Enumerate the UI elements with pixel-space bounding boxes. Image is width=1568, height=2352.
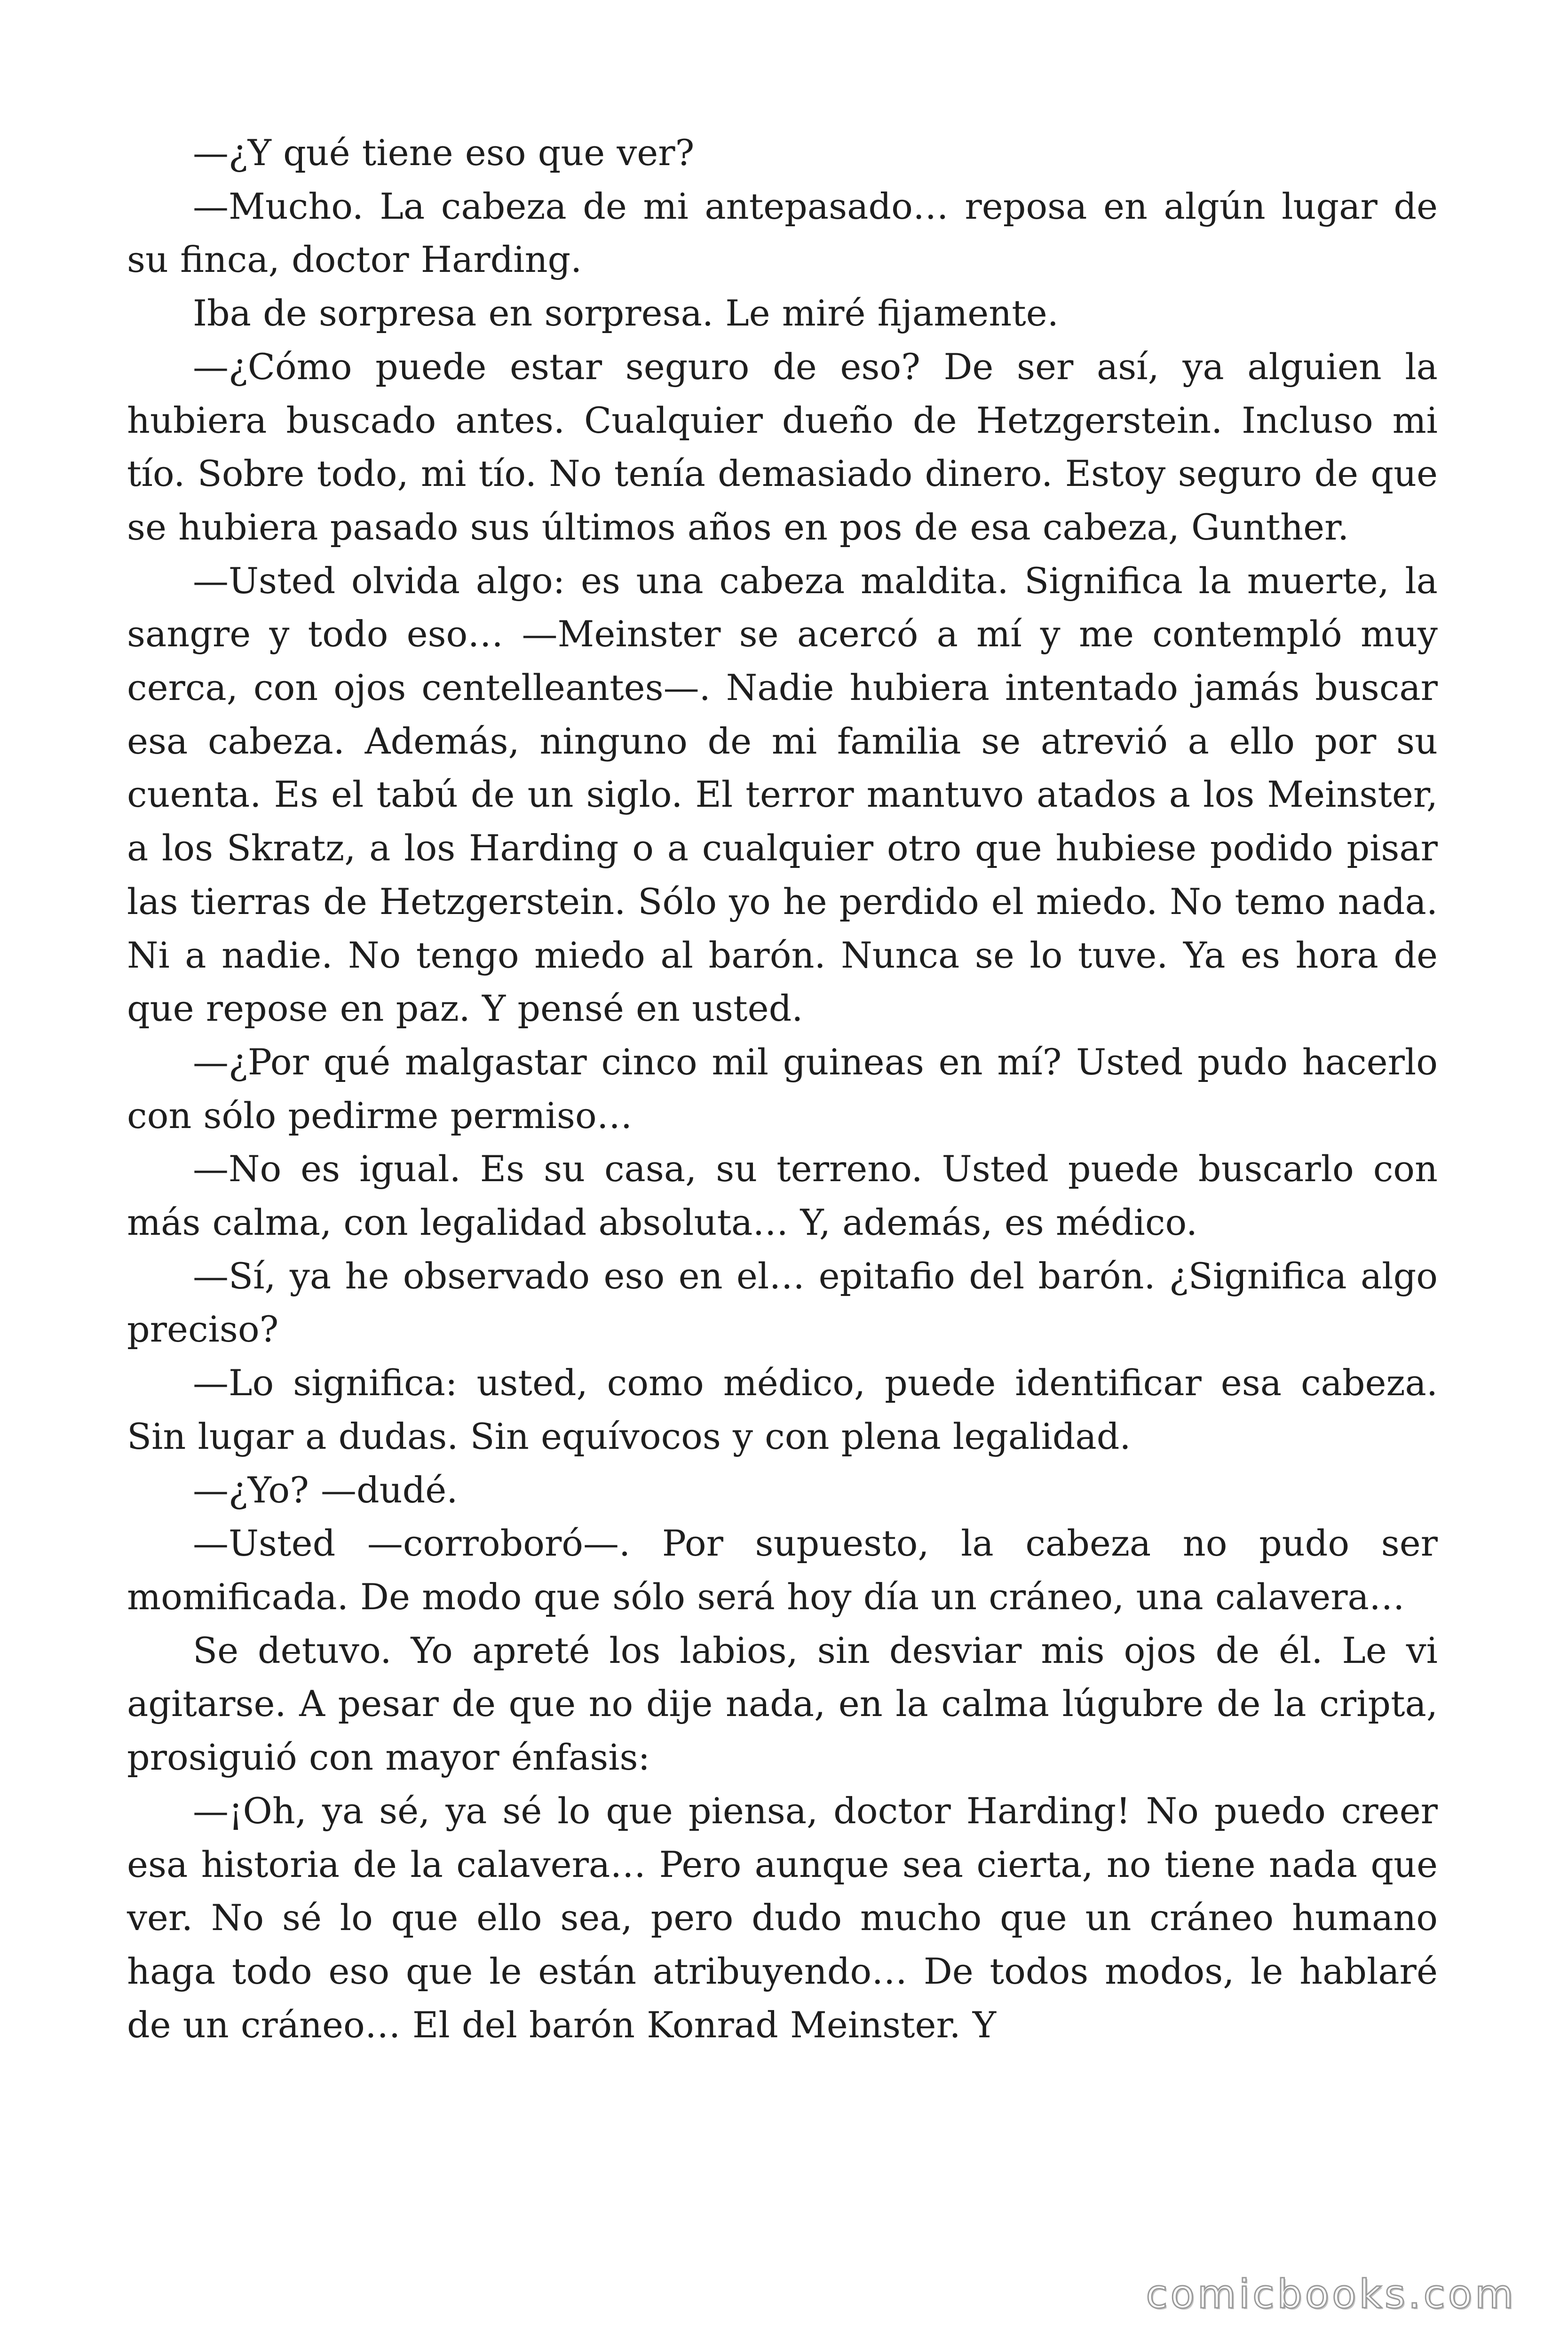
paragraph-6: —¿Por qué malgastar cinco mil guineas en mí? Usted pudo hacerlo con sólo pedirme permiso… bbox=[127, 1041, 1438, 1136]
paragraph-5: —Usted olvida algo: es una cabeza maldita. Significa la muerte, la sangre y todo eso… —Meinster se acercó a mí y me contempló muy cerca, con ojos centelleantes—. Nadie hubiera intentado jamás buscar esa cabeza. Además, ninguno de mi familia se atrevió a ello por su cuenta. Es el tabú de un siglo. El terror mantuvo atados a los Meinster, a los Skratz, a los Harding o a cualquier otro que hubiese podido pisar las tierras de Hetzgerstein. Sólo yo he perdido el miedo. No temo nada. Ni a nadie. No tengo miedo al barón. Nunca se lo tuve. Ya es hora de que repose en paz. Y pensé en usted. bbox=[127, 559, 1438, 1030]
paragraph-10: —¿Yo? —dudé. bbox=[193, 1469, 458, 1511]
paragraph-1: —¿Y qué tiene eso que ver? bbox=[193, 132, 695, 174]
paragraph-13: —¡Oh, ya sé, ya sé lo que piensa, doctor Harding! No puedo creer esa historia de la calavera… Pero aunque sea cierta, no tiene nada que ver. No sé lo que ello sea, pero dudo mucho que un cráneo humano haga todo eso que le están atribuyendo… De todos modos, le hablaré de un cráneo… El del barón Konrad Meinster. Y bbox=[127, 1789, 1438, 2046]
paragraph-12: Se detuvo. Yo apreté los labios, sin desviar mis ojos de él. Le vi agitarse. A pesar de que no dije nada, en la calma lúgubre de la cripta, prosiguió con mayor énfasis: bbox=[127, 1629, 1438, 1779]
body-text bbox=[127, 126, 1438, 2051]
paragraph-7: —No es igual. Es su casa, su terreno. Usted puede buscarlo con más calma, con legalidad absoluta… Y, además, es médico. bbox=[127, 1148, 1438, 1244]
paragraph-11: —Usted —corroboró—. Por supuesto, la cabeza no pudo ser momificada. De modo que sólo será hoy día un cráneo, una calavera… bbox=[127, 1522, 1438, 1618]
paragraph-2: —Mucho. La cabeza de mi antepasado… reposa en algún lugar de su finca, doctor Harding. bbox=[127, 185, 1438, 281]
paragraph-3: Iba de sorpresa en sorpresa. Le miré fijamente. bbox=[193, 292, 1059, 334]
watermark: comicbooks.com bbox=[1146, 2271, 1516, 2317]
paragraph-8: —Sí, ya he observado eso en el… epitafio del barón. ¿Significa algo preciso? bbox=[127, 1255, 1438, 1351]
paragraph-9: —Lo significa: usted, como médico, puede identificar esa cabeza. Sin lugar a dudas. Sin equívocos y con plena legalidad. bbox=[127, 1362, 1438, 1457]
paragraph-4: —¿Cómo puede estar seguro de eso? De ser así, ya alguien la hubiera buscado antes. Cualquier dueño de Hetzgerstein. Incluso mi tío. Sobre todo, mi tío. No tenía demasiado dinero. Estoy seguro de que se hubiera pasado sus últimos años en pos de esa cabeza, Gunther. bbox=[127, 345, 1438, 548]
